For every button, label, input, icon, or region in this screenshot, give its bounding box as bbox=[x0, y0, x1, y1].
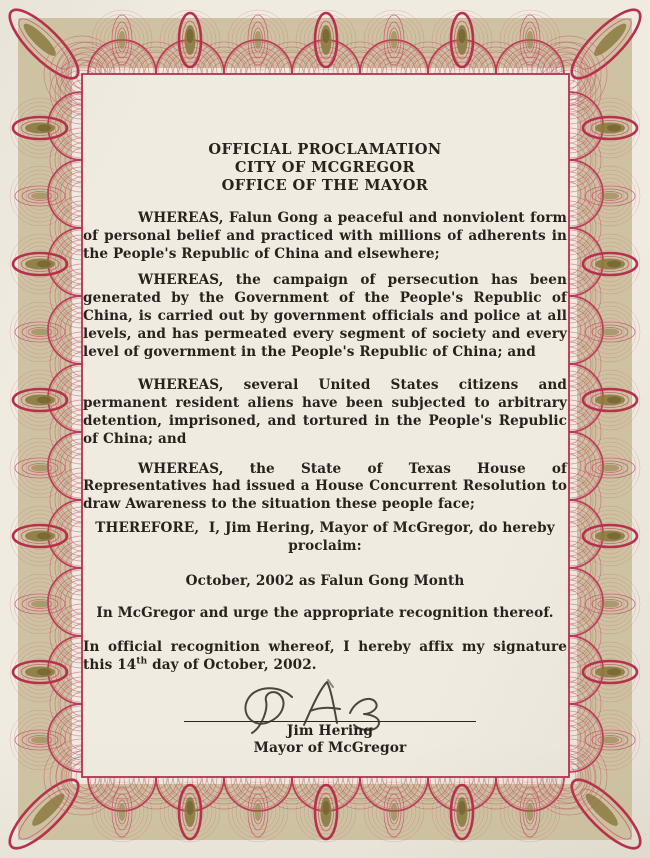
therefore-line: THEREFORE, I, Jim Hering, Mayor of McGregor, do hereby proclaim: bbox=[95, 519, 560, 554]
signature-block bbox=[88, 677, 572, 757]
closing-paragraph bbox=[83, 639, 567, 675]
signer-name: Jim Hering bbox=[286, 722, 374, 739]
document-header bbox=[83, 141, 567, 195]
closing-superscript: th bbox=[136, 656, 148, 667]
closing-text-before: In official recognition whereof, I hereby affix my signature this 14 bbox=[83, 639, 567, 673]
signature-line bbox=[184, 721, 476, 722]
closing-text-after: day of October, 2002. bbox=[147, 656, 317, 673]
signer-title: Mayor of McGregor bbox=[253, 739, 407, 756]
whereas-paragraph-2: WHEREAS, the campaign of persecution has been generated by the Government of the People's Republic of China, is carried out by government officials and police at all levels, and has permeated every segment of society and every level of government in the People's Republic of China; and bbox=[83, 272, 567, 360]
whereas-paragraph-4: WHEREAS, the State of Texas House of Representatives had issued a House Concurrent Resolution to draw Awareness to the situation these people face; bbox=[83, 460, 567, 513]
title-line-3: OFFICE OF THE MAYOR bbox=[221, 177, 429, 194]
whereas-paragraph-1: WHEREAS, Falun Gong a peaceful and nonviolent form of personal belief and practiced with millions of adherents in the People's Republic of China and elsewhere; bbox=[83, 210, 567, 262]
title-line-1: OFFICIAL PROCLAMATION bbox=[208, 141, 442, 158]
proclamation-body bbox=[81, 73, 569, 777]
whereas-paragraph-3: WHEREAS, several United States citizens and permanent resident aliens have been subjected to arbitrary detention, imprisoned, and tortured in the People's Republic of China; and bbox=[83, 377, 567, 447]
proclamation-line-1: October, 2002 as Falun Gong Month bbox=[185, 572, 465, 589]
title-line-2: CITY OF MCGREGOR bbox=[234, 159, 416, 176]
proclamation-line-2: In McGregor and urge the appropriate recognition thereof. bbox=[96, 605, 554, 622]
